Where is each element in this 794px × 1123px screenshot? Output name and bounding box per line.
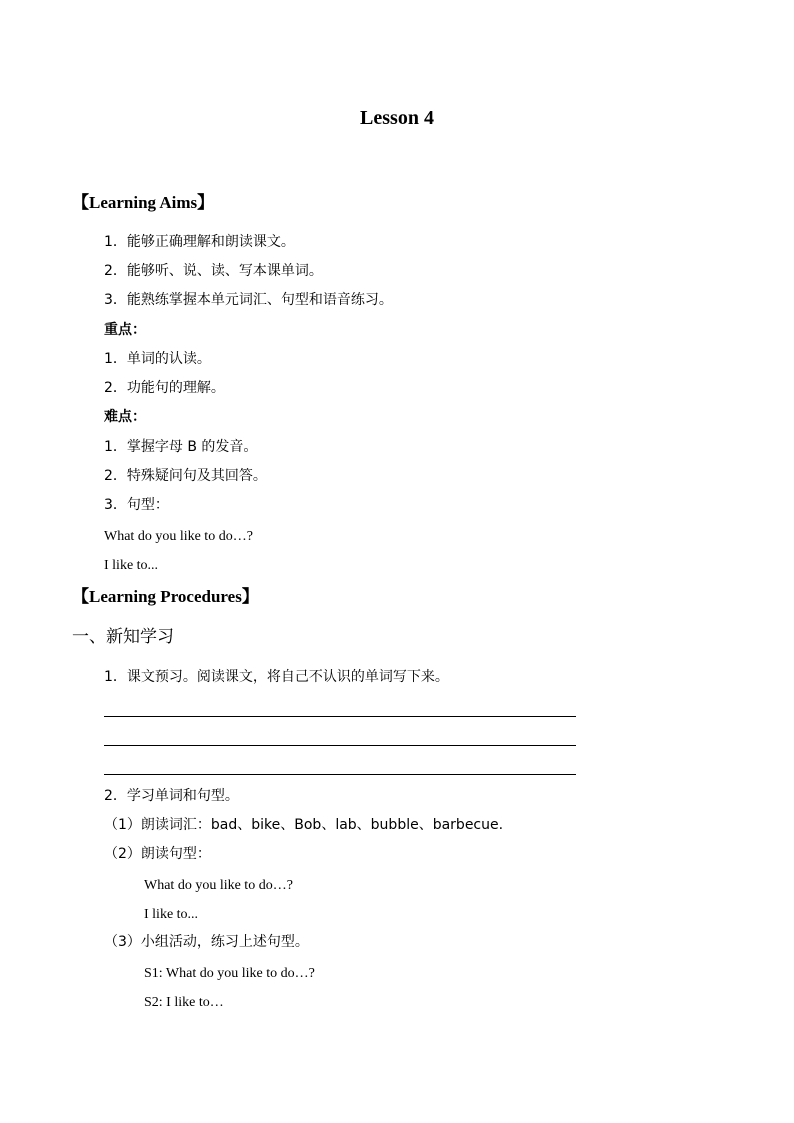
step-2: 2．学习单词和句型。 <box>104 788 239 804</box>
lesson-title: Lesson 4 <box>360 107 434 129</box>
sub-step-2: （2）朗读句型： <box>104 846 211 862</box>
sub-step-3: （3）小组活动，练习上述句型。 <box>104 934 309 950</box>
answer-line-1 <box>104 716 576 717</box>
aim-item-3: 3．能熟练掌握本单元词汇、句型和语音练习。 <box>104 292 393 308</box>
step-1: 1．课文预习。阅读课文，将自己不认识的单词写下来。 <box>104 669 449 685</box>
learning-procedures-heading: 【Learning Procedures】 <box>72 587 259 606</box>
answer-line-3 <box>104 774 576 775</box>
difficult-point-1: 1．掌握字母 B 的发音。 <box>104 439 258 455</box>
difficult-points-label: 难点： <box>104 409 146 425</box>
sub-step-2-line-2: I like to... <box>144 907 199 922</box>
sub-step-2-line-1: What do you like to do…? <box>144 878 293 893</box>
section-1-title: 一、新知学习 <box>72 627 174 647</box>
difficult-point-3: 3．句型： <box>104 497 169 513</box>
key-points-label: 重点： <box>104 322 146 338</box>
key-point-1: 1．单词的认读。 <box>104 351 211 367</box>
sub-step-3-line-1: S1: What do you like to do…? <box>144 966 315 981</box>
learning-aims-heading: 【Learning Aims】 <box>72 193 215 212</box>
key-point-2: 2．功能句的理解。 <box>104 380 225 396</box>
difficult-point-2: 2．特殊疑问句及其回答。 <box>104 468 267 484</box>
pattern-line-2: I like to... <box>104 558 159 573</box>
answer-line-2 <box>104 745 576 746</box>
aim-item-2: 2．能够听、说、读、写本课单词。 <box>104 263 323 279</box>
aim-item-1: 1．能够正确理解和朗读课文。 <box>104 234 295 250</box>
sub-step-3-line-2: S2: I like to… <box>144 995 224 1010</box>
pattern-line-1: What do you like to do…? <box>104 529 253 544</box>
sub-step-1: （1）朗读词汇：bad、bike、Bob、lab、bubble、barbecue. <box>104 817 504 833</box>
